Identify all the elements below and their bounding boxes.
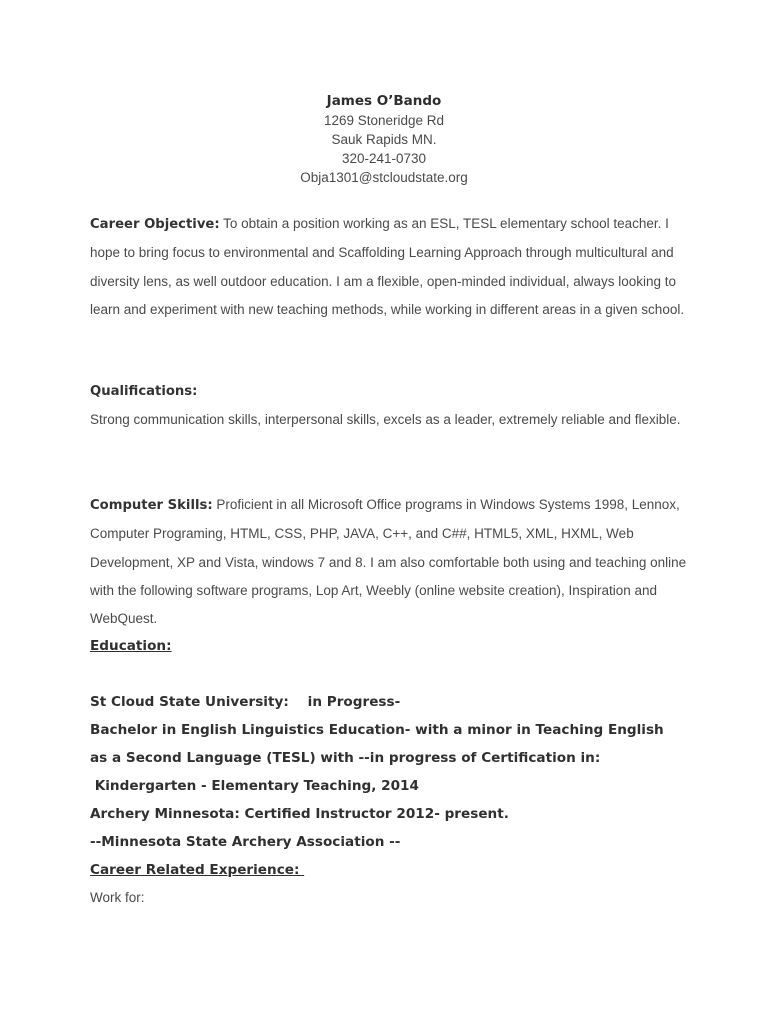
address-line-2: Sauk Rapids MN. [331,132,437,147]
work-for-label: Work for: [90,890,145,905]
degree-line-3: Kindergarten - Elementary Teaching, 2014 [90,778,419,794]
phone-number: 320-241-0730 [341,151,427,166]
career-objective-text: To obtain a position working as an ESL, TESL elementary school teacher. I hope to bring focus to environmental and Scaffolding Learning Approach through multicultural and diversity lens, as well outdoor education. I am a flexible, open-minded individual, always looking to learn and experiment with new teaching methods, while working in different areas in a given school. [90,216,685,317]
experience-heading: Career Related Experience: [90,862,305,878]
computer-skills-text: Proficient in all Microsoft Office programs in Windows Systems 1998, Lennox, Computer Programing, HTML, CSS, PHP, JAVA, C++, and C##, HTML5, XML, HXML, Web Development, XP and Vista, windows 7 and 8. I am also comfortable both using and teaching online with the following software programs, Lop Art, Weebly (online website creation), Inspiration and WebQuest. [90,497,687,627]
applicant-name: James O’Bando [326,93,442,109]
address-line-1: 1269 Stoneridge Rd [323,113,445,128]
career-objective-label: Career Objective: [90,217,220,232]
qualifications-section [90,378,695,435]
archery-association: --Minnesota State Archery Association -- [90,834,401,850]
degree-line-2: as a Second Language (TESL) with --in progress of Certification in: [90,750,601,766]
computer-skills-section [90,491,695,633]
qualifications-label: Qualifications: [90,384,198,399]
career-objective-section [90,210,695,324]
education-heading: Education: [90,638,172,654]
contact-header [0,92,768,187]
university-line: St Cloud State University: in Progress- [90,694,401,710]
archery-certification: Archery Minnesota: Certified Instructor 2012- present. [90,806,509,822]
computer-skills-label: Computer Skills: [90,498,213,513]
degree-line-1: Bachelor in English Linguistics Education- with a minor in Teaching English [90,722,664,738]
qualifications-text: Strong communication skills, interpersonal skills, excels as a leader, extremely reliable and flexible. [90,412,681,428]
email-address: Obja1301@stcloudstate.org [300,170,468,185]
